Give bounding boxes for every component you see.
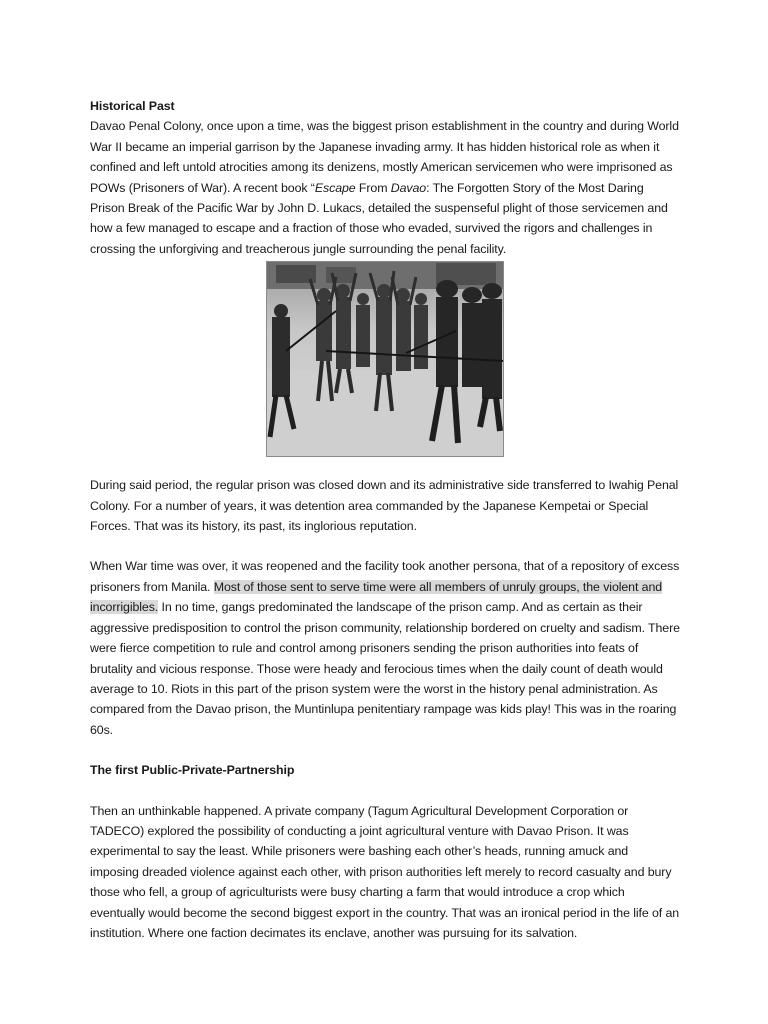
paragraph-wartime-period: During said period, the regular prison was closed down and its administrative side transferred to Iwahig Penal Colony. For a number of years, it was detention area commanded by the Japanese Kempetai or Special Forces. That was its history, its past, its inglorious reputation. — [90, 478, 679, 534]
photo-container — [90, 261, 680, 457]
section-heading-public-private-partnership: The first Public-Private-Partnership — [90, 763, 295, 778]
section-heading-historical-past: Historical Past — [90, 99, 175, 113]
highlighted-text: Most of those sent to serve time were all members of unruly groups, the violent and incorrigibles. — [90, 579, 663, 615]
paragraph-text: : The Forgotten Story of the Most Daring Prison Break of the Pacific War by John D. Lukacs, detailed the suspenseful plight of those servicemen and how a few managed to escape and a fraction of those who evaded, survived the rigors and challenges in crossing the unforgiving and treacherous jungle surrounding the penal facility. — [90, 180, 668, 256]
historical-war-photo — [266, 261, 504, 457]
paragraph-gap — [90, 740, 680, 760]
paragraph-davao-history — [90, 116, 680, 259]
italic-book-word-davao: Davao — [390, 180, 427, 195]
italic-book-word-escape: Escape — [314, 180, 356, 195]
paragraph-tadeco-venture: Then an unthinkable happened. A private company (Tagum Agricultural Development Corporation or TADECO) explored the possibility of conducting a joint agricultural venture with Davao Prison. It was experimental to say the least. While prisoners were bashing each other’s heads, running amuck and imposing dreaded violence against each other, with prison authorities left merely to record casualty and bury those who fell, a group of agriculturists were busy charting a farm that would introduce a crop which eventually would become the second biggest export in the country. That was an ironical period in the life of an institution. Where one faction decimates its enclave, another was pursuing for its salvation. — [90, 803, 680, 940]
paragraph-text: Davao Penal Colony, once upon a time, was the biggest prison establishment in the country and during World War II became an imperial garrison by the Japanese invading army. It has hidden historical role as when it confined and left untold atrocities among its denizens, mostly American servicemen who were imprisoned as POWs (Prisoners of War). A recent book “ — [90, 119, 679, 195]
paragraph-text: When War time was over, it was reopened and the facility took another persona, that of a repository of excess prisoners from Manila. — [90, 559, 680, 594]
paragraph-postwar-reopening — [90, 556, 680, 740]
paragraph-gap — [90, 781, 680, 801]
document-page — [90, 96, 680, 943]
paragraph-text: In no time, gangs predominated the landscape of the prison camp. And as certain as their aggressive predisposition to control the prison community, relationship bordered on cruelty and sadism. There were fierce competition to rule and control among prisoners sending the prison authorities into feats of brutality and vicious response. Those were heady and ferocious times when the daily count of death would average to 10. Riots in this part of the prison system were the worst in the history penal administration. As compared from the Davao prison, the Muntinlupa penitentiary rampage was kids play! This was in the roaring 60s. — [90, 600, 680, 737]
paragraph-gap — [90, 536, 680, 556]
paragraph-text: From — [355, 180, 391, 195]
